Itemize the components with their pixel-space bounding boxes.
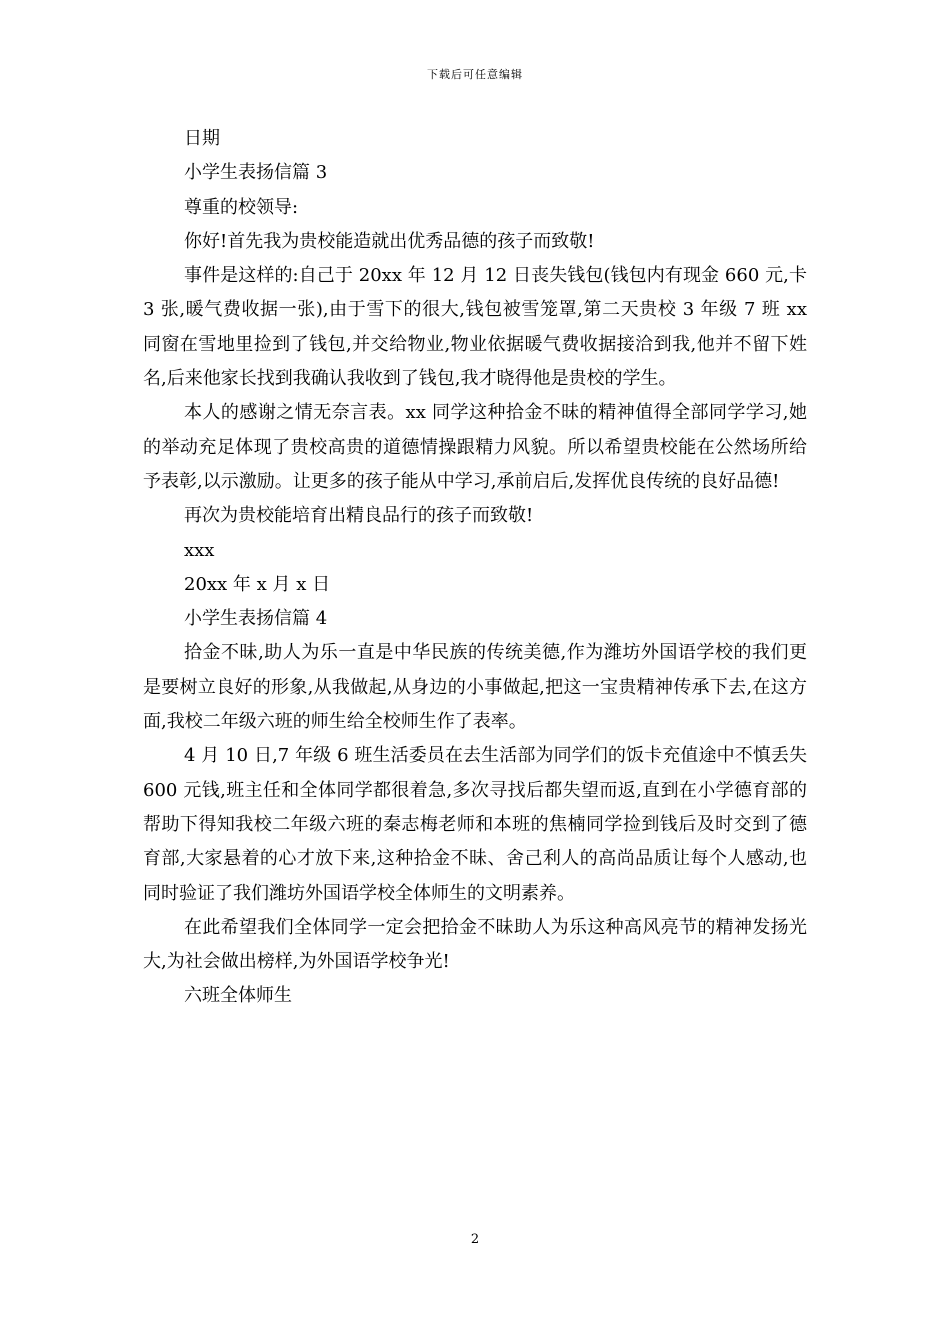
signature-date: 20xx 年 x 月 x 日 [184,573,331,595]
signature: xxx [184,539,215,561]
signature: 六班全体师生 [184,985,292,1007]
body-paragraph: 本人的感谢之情无奈言表。xx 同学这种拾金不昧的精神值得全部同学学习,她的举动充足体现了贵校高贵的道德情操跟精力风貌。所以希望贵校能在公然场所给予表彰,以示激励。让更多的孩子能从中学习,承前启后,发挥优良传统的良好品德! [143,402,807,492]
date-line: 日期 [184,128,220,149]
body-paragraph: 4 月 10 日,7 年级 6 班生活委员在去生活部为同学们的饭卡充值途中不慎丢失 600 元钱,班主任和全体同学都很着急,多次寻找后都失望而返,直到在小学德育部的帮助下得知我校二年级六班的秦志梅老师和本班的焦楠同学捡到钱后及时交到了德育部,大家悬着的心才放下来,这种拾金不昧、舍己利人的高尚品质让每个人感动,也同时验证了我们潍坊外国语学校全体师生的文明素养。 [143,745,807,904]
body-paragraph: 拾金不昧,助人为乐一直是中华民族的传统美德,作为潍坊外国语学校的我们更是要树立良好的形象,从我做起,从身边的小事做起,把这一宝贵精神传承下去,在这方面,我校二年级六班的师生给全校师生作了表率。 [143,642,807,733]
body-paragraph: 在此希望我们全体同学一定会把拾金不昧助人为乐这种高风亮节的精神发扬光大,为社会做出榜样,为外国语学校争光! [143,916,807,973]
section-title-3: 小学生表扬信篇 3 [184,162,328,184]
closing-line: 再次为贵校能培育出精良品行的孩子而致敬! [184,505,534,527]
section-title-4: 小学生表扬信篇 4 [184,608,328,630]
page-number: 2 [470,1232,480,1247]
body-paragraph: 事件是这样的:自己于 20xx 年 12 月 12 日丧失钱包(钱包内有现金 660 元,卡 3 张,暖气费收据一张),由于雪下的很大,钱包被雪笼罩,第二天贵校 3 年级 7 班 xx 同窗在雪地里捡到了钱包,并交给物业,物业依据暖气费收据接洽到我,他并不留下姓名,后来他家长找到我确认我收到了钱包,我才晓得他是贵校的学生。 [143,265,807,390]
salutation: 尊重的校领导: [184,196,299,218]
page-header: 下载后可任意编辑 [427,68,523,81]
greeting: 你好!首先我为贵校能造就出优秀品德的孩子而致敬! [184,230,595,252]
document-body [143,122,807,1014]
